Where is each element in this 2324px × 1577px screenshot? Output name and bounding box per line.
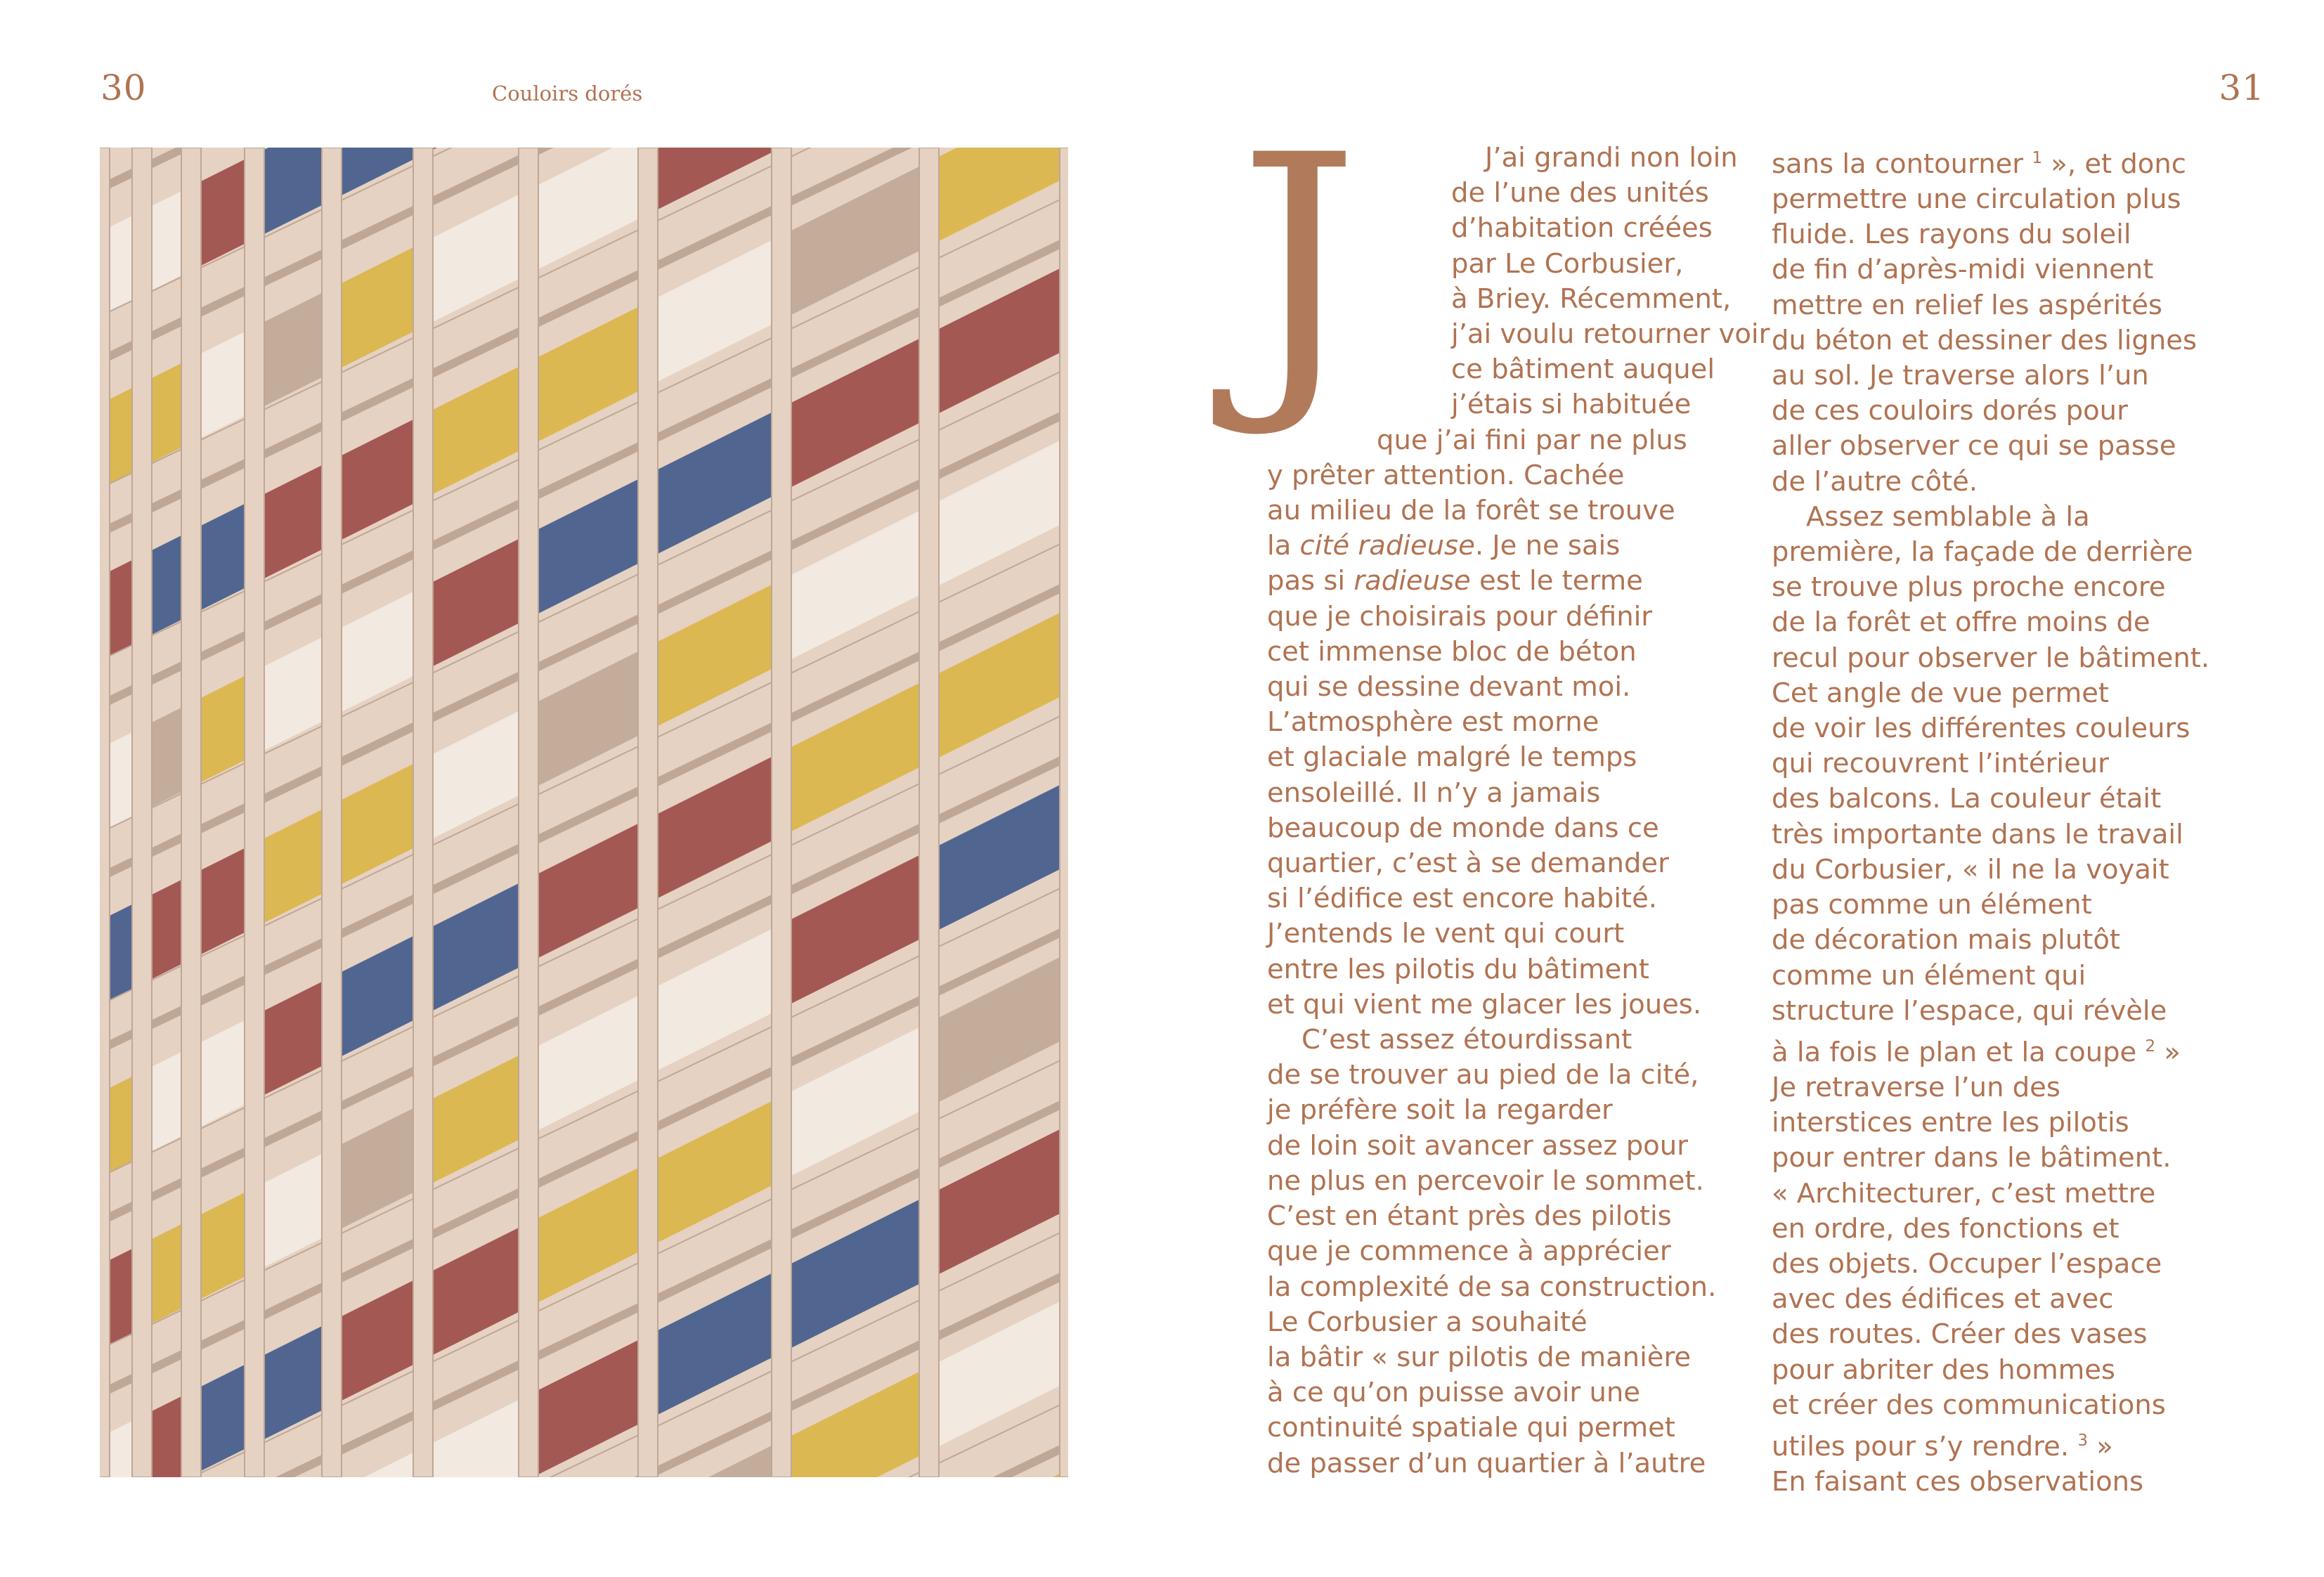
text-run: en ordre, des fonctions et [1772,1212,2119,1245]
text-line [1772,959,2264,994]
text-line [1772,1317,2264,1352]
facade-pillar [100,148,110,1477]
text-line [1267,458,1759,493]
text-line [1772,641,2264,676]
text-line [1267,987,1759,1023]
building-facade-photo [100,148,1068,1477]
text-run: comme un élément qui [1772,959,2086,992]
balcony-panel [110,388,132,484]
facade-pillar [132,148,152,1477]
text-run: fluide. Les rayons du soleil [1772,219,2131,251]
text-run: la complexité de sa construction. [1267,1271,1717,1303]
text-run: de se trouver au pied de la cité, [1267,1059,1699,1091]
balcony-panel [152,363,181,462]
balcony-panel [110,1249,132,1344]
text-run: avec des édifices et avec [1772,1283,2114,1316]
text-run: j’étais si habituée [1451,389,1692,421]
text-run: la [1267,530,1300,562]
facade-pillar [181,148,201,1477]
balcony-panel [110,1077,132,1172]
text-run: du Corbusier, « il ne la voyait [1772,853,2169,885]
text-line [1267,881,1759,916]
text-line [1267,528,1759,564]
facade-pillar [919,148,939,1477]
text-line [1267,952,1759,987]
text-run: de la forêt et offre moins de [1772,606,2150,639]
text-run: Je retraverse l’un des [1772,1071,2060,1103]
italic-term: cité radieuse [1299,530,1475,562]
text-line [1267,1446,1759,1481]
text-run: se trouve plus proche encore [1772,571,2166,604]
text-run: de ces couloirs dorés pour [1772,395,2128,427]
text-line [1267,1023,1759,1058]
text-run: que je commence à apprécier [1267,1235,1671,1268]
text-run: beaucoup de monde dans ce [1267,812,1659,844]
balcony-panel [110,560,132,656]
text-run: est le terme [1470,565,1643,597]
text-column-2 [1772,141,2264,1500]
text-line [1267,564,1759,599]
text-line [1267,1199,1759,1234]
facade-pillar [519,148,538,1477]
text-line [1267,1410,1759,1446]
balcony-panel [152,1052,181,1151]
text-run: de loin soit avancer assez pour [1267,1129,1688,1162]
text-line [1772,358,2264,394]
drop-cap: J [1238,91,1360,443]
text-line [1772,323,2264,358]
text-line [1772,852,2264,888]
text-line [1267,211,1759,246]
text-run: En faisant ces observations [1772,1466,2144,1498]
text-run: pas si [1267,565,1354,597]
text-line [1267,1129,1759,1164]
text-line [1772,676,2264,711]
text-run: si l’édifice est encore habité. [1267,883,1658,915]
facade-pillar [322,148,342,1477]
text-line [1267,176,1759,211]
balcony-panel [152,708,181,807]
text-line [1267,670,1759,705]
text-run: permettre une circulation plus [1772,183,2181,216]
text-run: interstices entre les pilotis [1772,1107,2129,1139]
text-line [1267,1305,1759,1340]
text-line [1267,387,1759,422]
text-run: cet immense bloc de béton [1267,635,1637,668]
italic-term: radieuse [1353,565,1471,597]
text-run: qui recouvrent l’intérieur [1772,748,2110,780]
text-line [1267,846,1759,881]
text-run: continuité spatiale qui permet [1267,1412,1675,1444]
text-line [1267,1058,1759,1093]
text-line [1772,923,2264,958]
text-run: de l’une des unités [1451,177,1709,209]
text-line [1772,781,2264,817]
text-run: que j’ai fini par ne plus [1377,424,1687,456]
text-run: et glaciale malgré le temps [1267,741,1637,774]
text-column-1 [1267,141,1770,1481]
text-line [1267,141,1759,176]
text-line [1772,746,2264,781]
balcony-panel [152,191,181,290]
text-line [1267,317,1770,352]
facade-pillar [1060,148,1068,1477]
text-line [1772,994,2264,1029]
text-line [1772,1176,2264,1212]
text-run: j’ai voulu retourner voir [1451,318,1770,351]
text-run: à la fois le plan et la coupe [1772,1036,2146,1068]
facade-pillar [638,148,658,1477]
text-line [1772,1247,2264,1282]
text-line [1267,1234,1759,1269]
text-run: ensoleillé. Il n’y a jamais [1267,777,1601,809]
running-title: Couloirs dorés [492,82,643,105]
text-line [1267,1340,1759,1375]
text-run: de l’autre côté. [1772,465,1978,498]
balcony-panel [110,216,132,311]
text-run: je préfère soit la regarder [1267,1094,1613,1127]
text-run: et qui vient me glacer les joues. [1267,988,1702,1020]
text-run: pour entrer dans le bâtiment. [1772,1142,2172,1174]
text-line [1772,217,2264,252]
text-run: » [2088,1430,2113,1462]
text-run: entre les pilotis du bâtiment [1267,953,1649,985]
text-run: Assez semblable à la [1772,500,2090,533]
text-line [1772,1105,2264,1141]
text-run: ce bâtiment auquel [1451,353,1715,386]
text-line [1772,1465,2264,1500]
text-run: J’entends le vent qui court [1267,918,1625,950]
text-line [1772,535,2264,570]
text-line [1267,423,1759,458]
text-run: première, la façade de derrière [1772,536,2193,569]
text-line [1267,493,1759,528]
facade-pillar [413,148,433,1477]
text-run: à ce qu’on puisse avoir une [1267,1377,1640,1409]
text-run: d’habitation créées [1451,212,1713,245]
balcony-panel [110,732,132,828]
text-run: qui se dessine devant moi. [1267,671,1631,703]
footnote-ref: 2 [2145,1037,2156,1056]
text-run: très importante dans le travail [1772,818,2183,850]
text-line [1772,570,2264,605]
text-line [1267,1375,1759,1410]
text-run: de passer d’un quartier à l’autre [1267,1447,1706,1479]
text-line [1772,1388,2264,1423]
text-run: des objets. Occuper l’espace [1772,1247,2162,1280]
text-run: Le Corbusier a souhaité [1267,1306,1588,1338]
text-line [1772,1029,2264,1070]
text-run: des balcons. La couleur était [1772,783,2162,815]
text-run: y prêter attention. Cachée [1267,459,1625,491]
balcony-panel [152,536,181,635]
left-page-number: 30 [100,67,147,108]
text-run: ne plus en percevoir le sommet. [1267,1164,1704,1197]
text-line [1772,888,2264,923]
text-line [1772,1212,2264,1247]
right-page-number: 31 [2219,67,2265,108]
footnote-ref: 1 [2032,149,2043,167]
text-run: de fin d’après-midi viennent [1772,254,2154,286]
text-run: . Je ne sais [1474,530,1621,562]
balcony-panel [110,904,132,1000]
text-line [1267,247,1759,282]
text-run: « Architecturer, c’est mettre [1772,1177,2156,1209]
text-line [1267,776,1759,811]
text-line [1772,605,2264,640]
text-run: mettre en relief les aspérités [1772,289,2162,321]
text-line [1267,635,1759,670]
text-line [1772,394,2264,429]
text-run: la bâtir « sur pilotis de manière [1267,1341,1692,1373]
text-line [1772,817,2264,852]
text-line [1772,252,2264,287]
text-run: à Briey. Récemment, [1451,283,1732,315]
text-run: au milieu de la forêt se trouve [1267,495,1675,527]
text-line [1772,1141,2264,1176]
text-line [1772,141,2264,182]
text-run: par Le Corbusier, [1451,247,1684,280]
text-run: que je choisirais pour définir [1267,600,1653,632]
text-line [1772,1070,2264,1105]
text-run: Cet angle de vue permet [1772,677,2109,709]
text-run: » [2155,1036,2181,1068]
facade-pillar [245,148,264,1477]
facade-pillar [772,148,791,1477]
text-run: de voir les différentes couleurs [1772,713,2190,745]
text-line [1267,705,1759,740]
text-line [1772,182,2264,217]
text-line [1267,1270,1759,1305]
text-line [1772,1282,2264,1317]
text-line [1772,465,2264,500]
text-run: des routes. Créer des vases [1772,1318,2148,1351]
text-run: au sol. Je traverse alors l’un [1772,360,2149,392]
text-line [1267,811,1759,846]
text-run: quartier, c’est à se demander [1267,848,1669,880]
text-run: et créer des communications [1772,1389,2166,1421]
balcony-panel [152,880,181,979]
text-run: de décoration mais plutôt [1772,924,2120,956]
text-run: pour abriter des hommes [1772,1354,2115,1386]
text-line [1267,599,1759,635]
text-line [1772,429,2264,464]
text-run: utiles pour s’y rendre. [1772,1430,2078,1462]
text-line [1772,1423,2264,1465]
text-run: du béton et dessiner des lignes [1772,324,2198,356]
text-line [1772,288,2264,323]
text-run: pas comme un élément [1772,889,2092,921]
text-run: aller observer ce qui se passe [1772,430,2176,462]
text-line [1267,1093,1759,1128]
text-line [1267,282,1759,317]
text-run: sans la contourner [1772,148,2032,180]
text-run: structure l’espace, qui révèle [1772,994,2167,1027]
text-run: L’atmosphère est morne [1267,706,1599,739]
text-line [1267,740,1759,775]
text-line [1267,916,1759,952]
balcony-panel [152,1224,181,1323]
text-line [1772,711,2264,746]
text-run: C’est en étant près des pilotis [1267,1200,1672,1233]
text-run: C’est assez étourdissant [1267,1024,1632,1056]
text-line [1267,1164,1759,1199]
text-run: recul pour observer le bâtiment. [1772,642,2210,674]
text-run: J’ai grandi non loin [1485,142,1738,174]
text-line [1267,352,1759,387]
text-run: », et donc [2042,148,2186,180]
text-line [1772,1353,2264,1388]
footnote-ref: 3 [2077,1431,2089,1450]
text-line [1772,500,2264,535]
